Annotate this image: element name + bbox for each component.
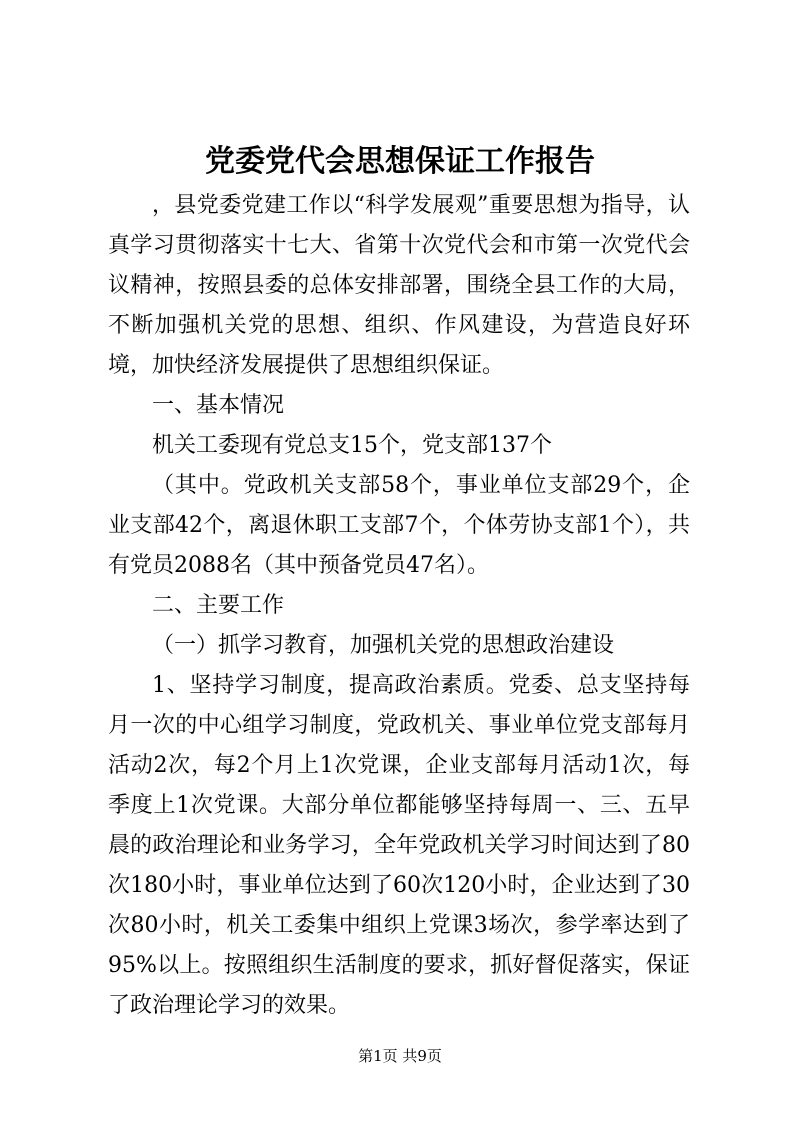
section-heading-basic: 一、基本情况: [152, 393, 285, 418]
page-footer: 第1页 共9页: [358, 1047, 442, 1065]
intro-paragraph: ，县党委党建工作以“科学发展观”重要思想为指导，认真学习贯彻落实十七大、省第十次党代会和市第一次党代会议精神，按照县委的总体安排部署，围绕全县工作的大局，不断加强机关党的思想、组织、作风建设，为营造良好环境，加快经济发展提供了思想组织保证。: [108, 193, 690, 378]
basic-situation-paragraph: 机关工委现有党总支15个，党支部137个: [152, 433, 552, 458]
study-system-paragraph: 1、坚持学习制度，提高政治素质。党委、总支坚持每月一次的中心组学习制度，党政机关、事业单位党支部每月活动2次，每2个月上1次党课，企业支部每月活动1次，每季度上1次党课。大部分单位都能够坚持每周一、三、五早晨的政治理论和业务学习，全年党政机关学习时间达到了80次180小时，事业单位达到了60次120小时，企业达到了30次80小时，机关工委集中组织上党课3场次，参学率达到了95%以上。按照组织生活制度的要求，抓好督促落实，保证了政治理论学习的效果。: [108, 673, 690, 1018]
section-heading-main-work: 二、主要工作: [152, 593, 285, 618]
branch-breakdown-paragraph: （其中。党政机关支部58个，事业单位支部29个，企业支部42个，离退休职工支部7个，个体劳协支部1个），共有党员2088名（其中预备党员47名）。: [108, 473, 690, 578]
page-title: 党委党代会思想保证工作报告: [205, 144, 595, 179]
document-body: [108, 186, 690, 1026]
subsection-heading-study: （一）抓学习教育，加强机关党的思想政治建设: [152, 633, 615, 658]
